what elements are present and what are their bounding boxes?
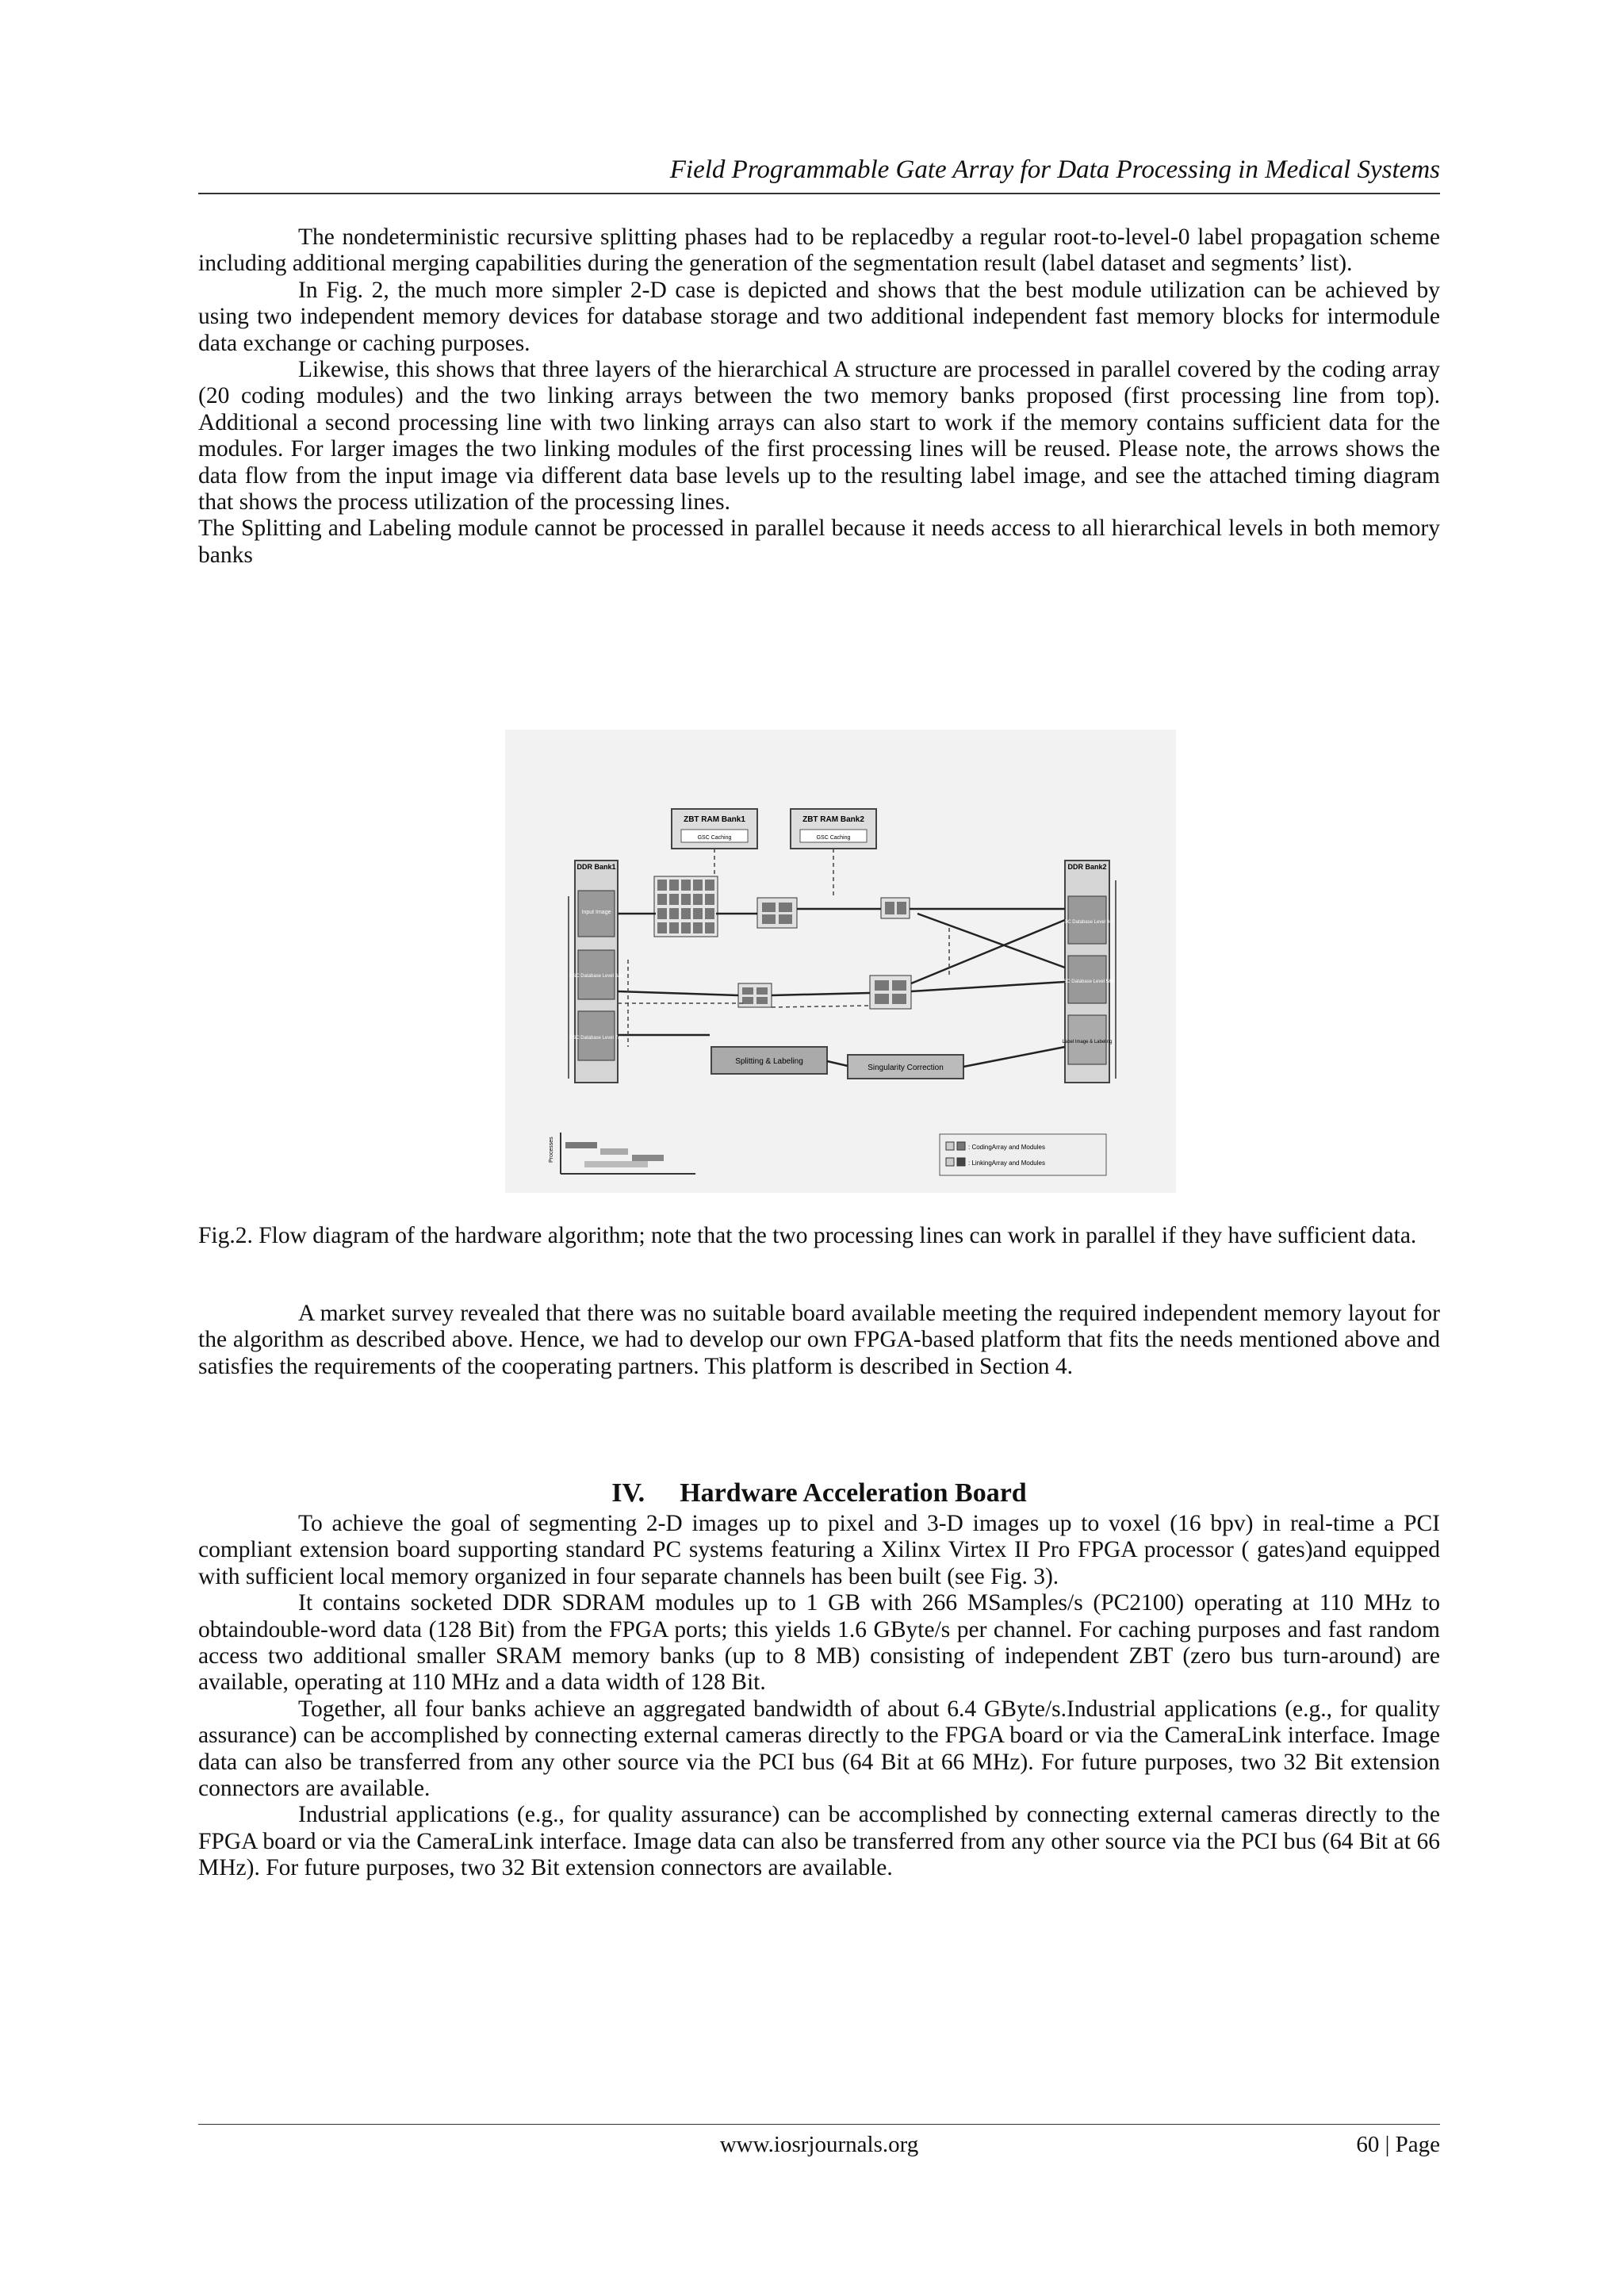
coding-module xyxy=(657,894,667,905)
paragraph-4: The Splitting and Labeling module cannot be processed in parallel because it needs access to all hierarchical levels in both memory banks xyxy=(198,516,1440,568)
coding-module xyxy=(657,880,667,891)
coding-module xyxy=(705,880,714,891)
linking-array-3 xyxy=(738,983,772,1007)
legend-coding-label: : CodingArray and Modules xyxy=(968,1144,1045,1151)
gsc-right-1-label: GSC Database Level 0-2 xyxy=(1060,920,1114,925)
section-title: Hardware Acceleration Board xyxy=(680,1478,1027,1508)
coding-module xyxy=(705,922,714,933)
linking-array-4 xyxy=(870,976,911,1009)
section-heading xyxy=(198,1478,1440,1508)
coding-module xyxy=(669,894,679,905)
coding-module xyxy=(693,908,703,919)
paragraph-9: Industrial applications (e.g., for quality assurance) can be accomplished by connecting external cameras directly to the FPGA board or via the CameraLink interface. Image data can also be transferred from any other source via the PCI bus (64 Bit at 66 MHz). For future purposes, two 32 Bit extension connectors are available. xyxy=(198,1802,1440,1881)
coding-module xyxy=(657,908,667,919)
coding-module xyxy=(705,908,714,919)
coding-module xyxy=(681,922,691,933)
linking-array-1 xyxy=(757,898,797,928)
coding-module xyxy=(669,922,679,933)
singularity-correction-label: Singularity Correction xyxy=(868,1064,944,1072)
zbt-bank1-label: ZBT RAM Bank1 xyxy=(684,815,745,824)
footer-page-number: 60 | Page xyxy=(1356,2132,1440,2157)
splitting-labeling-label: Splitting & Labeling xyxy=(735,1057,803,1066)
figure-legend xyxy=(940,1134,1106,1175)
paragraph-3: Likewise, this shows that three layers of the hierarchical A structure are processed in parallel covered by the coding array (20 coding modules) and the two linking arrays between the two memory banks proposed (first processing line from top). Additional a second processing line with two linking arrays can also start to work if the memory contains sufficient data for the modules. For larger images the two linking modules of the first processing lines will be reused. Please note, the arrows shows the data flow from the input image via different data base levels up to the resulting label image, and see the attached timing diagram that shows the process utilization of the processing lines. xyxy=(198,357,1440,516)
zbt-bank2-sub-label: GSC Caching xyxy=(816,835,851,841)
coding-module xyxy=(693,880,703,891)
input-image-label: Input Image xyxy=(581,910,611,915)
paragraph-1: The nondeterministic recursive splitting phases had to be replacedby a regular root-to-level-0 label propagation scheme including additional merging capabilities during the generation of the segmentation result (label dataset and segments’ list). xyxy=(198,224,1440,277)
coding-module xyxy=(681,894,691,905)
body-text-bottom xyxy=(198,1511,1440,1882)
coding-module xyxy=(657,922,667,933)
ddr-bank1-label: DDR Bank1 xyxy=(576,863,616,871)
paragraph-7: It contains socketed DDR SDRAM modules up to 1 GB with 266 MSamples/s (PC2100) operating at 110 MHz to obtaindouble-word data (128 Bit) from the FPGA ports; this yields 1.6 GByte/s per channel. For caching purposes and fast random access two additional smaller SRAM memory banks (up to 8 MB) consisting of independent ZBT (zero bus turn-around) are available, operating at 110 MHz and a data width of 128 Bit. xyxy=(198,1590,1440,1696)
paragraph-5: A market survey revealed that there was no suitable board available meeting the required independent memory layout for the algorithm as described above. Hence, we had to develop our own FPGA-based platform that fits the needs mentioned above and satisfies the requirements of the cooperating partners. This platform is described in Section 4. xyxy=(198,1301,1440,1379)
figure-caption: Fig.2. Flow diagram of the hardware algorithm; note that the two processing lines can work in parallel if they have sufficient data. xyxy=(198,1223,1417,1248)
timing-axis-label: Processes xyxy=(549,1137,554,1163)
footer-rule xyxy=(198,2124,1440,2125)
coding-module xyxy=(669,908,679,919)
coding-array xyxy=(654,876,718,937)
gsc-left-1-label: GSC Database Level 3&4 xyxy=(569,974,624,979)
coding-module xyxy=(693,894,703,905)
gsc-right-2-label: GSC Database Level 5&6 xyxy=(1059,979,1115,984)
coding-module xyxy=(681,880,691,891)
legend-linking-label: : LinkingArray and Modules xyxy=(968,1159,1045,1167)
body-text-middle xyxy=(198,1301,1440,1380)
label-image-label: Label Image & Labeling xyxy=(1062,1040,1113,1045)
paragraph-6: To achieve the goal of segmenting 2-D images up to pixel and 3-D images up to voxel (16 bpv) in real-time a PCI compliant extension board supporting standard PC systems featuring a Xilinx Virtex II Pro FPGA processor ( gates)and equipped with sufficient local memory organized in four separate channels has been built (see Fig. 3). xyxy=(198,1511,1440,1589)
ddr-bank2-label: DDR Bank2 xyxy=(1067,863,1107,871)
running-header: Field Programmable Gate Array for Data Processing in Medical Systems xyxy=(669,155,1440,184)
zbt-bank1-sub-label: GSC Caching xyxy=(697,835,732,841)
paragraph-8: Together, all four banks achieve an aggregated bandwidth of about 6.4 GByte/s.Industrial applications (e.g., for quality assurance) can be accomplished by connecting external cameras directly to the FPGA board or via the CameraLink interface. Image data can also be transferred from any other source via the PCI bus (64 Bit at 66 MHz). For future purposes, two 32 Bit extension connectors are available. xyxy=(198,1696,1440,1802)
body-text-top xyxy=(198,224,1440,569)
coding-module xyxy=(681,908,691,919)
coding-module xyxy=(705,894,714,905)
paragraph-2: In Fig. 2, the much more simpler 2-D case is depicted and shows that the best module utilization can be achieved by using two independent memory devices for database storage and two additional independent fast memory blocks for intermodule data exchange or caching purposes. xyxy=(198,277,1440,356)
linking-array-2 xyxy=(881,898,910,918)
zbt-bank2-label: ZBT RAM Bank2 xyxy=(802,815,864,824)
coding-module xyxy=(693,922,703,933)
header-rule xyxy=(198,193,1440,194)
flow-diagram-figure xyxy=(505,730,1176,1193)
coding-module xyxy=(669,880,679,891)
gsc-left-2-label: GSC Database Level 7&8 xyxy=(569,1036,624,1041)
section-number: IV. xyxy=(611,1478,645,1508)
footer-website: www.iosrjournals.org xyxy=(719,2132,919,2157)
